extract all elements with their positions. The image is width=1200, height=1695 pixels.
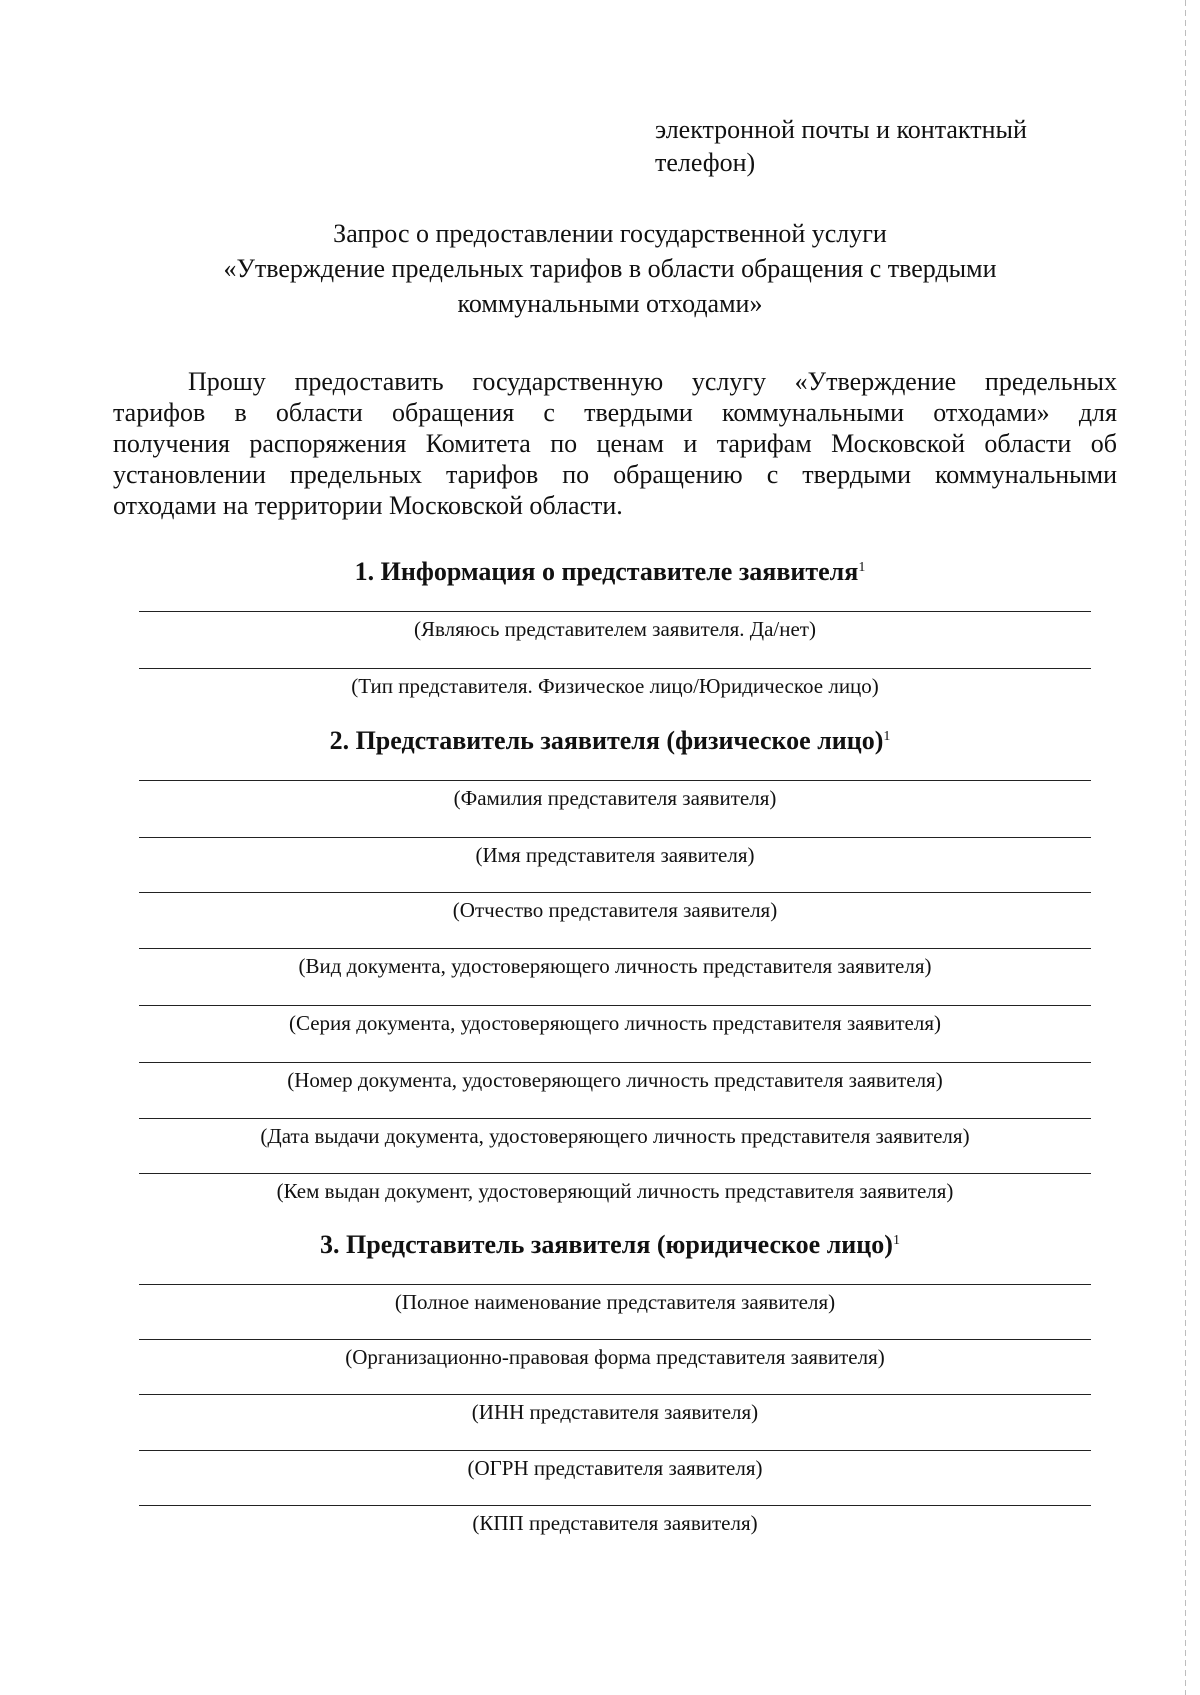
paragraph-line: Прошу предоставить государственную услугу «Утверждение предельных [188,367,1117,396]
section-heading-text: 2. Представитель заявителя (физическое лицо) [329,726,884,755]
form-field-legal-form[interactable] [139,1339,1091,1370]
title-line-1: Запрос о предоставлении государственной услуги [333,219,887,248]
field-caption: (ИНН представителя заявителя) [471,1400,759,1424]
field-caption: (ОГРН представителя заявителя) [467,1456,763,1480]
input-line[interactable] [139,1173,1091,1174]
field-caption: (Тип представителя. Физическое лицо/Юридическое лицо) [351,674,879,698]
form-field-id-document-issuer[interactable] [139,1173,1091,1204]
form-field-inn[interactable] [139,1394,1091,1425]
paragraph-line: установлении предельных тарифов по обращению с твердыми коммунальными [113,460,1117,489]
field-caption: (КПП представителя заявителя) [472,1511,758,1535]
header-line-1: электронной почты и контактный [655,115,1027,144]
form-field-id-document-type[interactable] [139,948,1091,979]
input-line[interactable] [139,1284,1091,1285]
form-field-representative-type[interactable] [139,668,1091,699]
field-caption: (Фамилия представителя заявителя) [453,786,777,810]
input-line[interactable] [139,837,1091,838]
field-caption: (Серия документа, удостоверяющего личность представителя заявителя) [288,1011,942,1035]
field-caption: (Номер документа, удостоверяющего личность представителя заявителя) [287,1068,943,1092]
footnote-marker: 1 [883,729,891,744]
input-line[interactable] [139,1118,1091,1119]
field-caption: (Дата выдачи документа, удостоверяющего личность представителя заявителя) [260,1124,970,1148]
section-2-heading [110,725,1110,757]
form-field-full-name[interactable] [139,1284,1091,1315]
header-continuation [655,113,1115,179]
paragraph-line: тарифов в области обращения с твердыми коммунальными отходами» для [113,398,1117,427]
section-heading-text: 1. Информация о представителе заявителя [354,557,859,586]
paragraph-line: получения распоряжения Комитета по ценам и тарифам Московской области об [113,429,1117,458]
field-caption: (Организационно-правовая форма представителя заявителя) [345,1345,885,1369]
input-line[interactable] [139,611,1091,612]
request-paragraph [113,366,1117,521]
field-caption: (Являюсь представителем заявителя. Да/нет) [414,617,816,641]
title-line-3: коммунальными отходами» [457,289,763,318]
field-caption: (Полное наименование представителя заявителя) [394,1290,836,1314]
footnote-marker: 1 [892,1233,900,1248]
document-title [110,216,1110,321]
field-caption: (Отчество представителя заявителя) [452,898,778,922]
paragraph-line: отходами на территории Московской области. [113,491,623,520]
form-field-id-document-issue-date[interactable] [139,1118,1091,1149]
field-caption: (Кем выдан документ, удостоверяющий личность представителя заявителя) [276,1179,954,1203]
input-line[interactable] [139,1505,1091,1506]
header-line-2: телефон) [655,148,756,177]
input-line[interactable] [139,948,1091,949]
input-line[interactable] [139,892,1091,893]
form-field-first-name[interactable] [139,837,1091,868]
field-caption: (Имя представителя заявителя) [475,843,755,867]
form-field-id-document-number[interactable] [139,1062,1091,1093]
form-field-id-document-series[interactable] [139,1005,1091,1036]
title-line-2: «Утверждение предельных тарифов в области обращения с твердыми [223,254,997,283]
input-line[interactable] [139,1005,1091,1006]
scan-edge-divider [1185,0,1186,1695]
section-1-heading [110,556,1110,588]
input-line[interactable] [139,1394,1091,1395]
form-field-is-representative[interactable] [139,611,1091,642]
field-caption: (Вид документа, удостоверяющего личность представителя заявителя) [298,954,932,978]
footnote-marker: 1 [858,560,866,575]
form-field-ogrn[interactable] [139,1450,1091,1481]
form-field-kpp[interactable] [139,1505,1091,1536]
form-field-surname[interactable] [139,780,1091,811]
section-3-heading [110,1229,1110,1261]
form-field-patronymic[interactable] [139,892,1091,923]
input-line[interactable] [139,1339,1091,1340]
section-heading-text: 3. Представитель заявителя (юридическое лицо) [320,1230,893,1259]
input-line[interactable] [139,668,1091,669]
input-line[interactable] [139,1062,1091,1063]
input-line[interactable] [139,1450,1091,1451]
input-line[interactable] [139,780,1091,781]
